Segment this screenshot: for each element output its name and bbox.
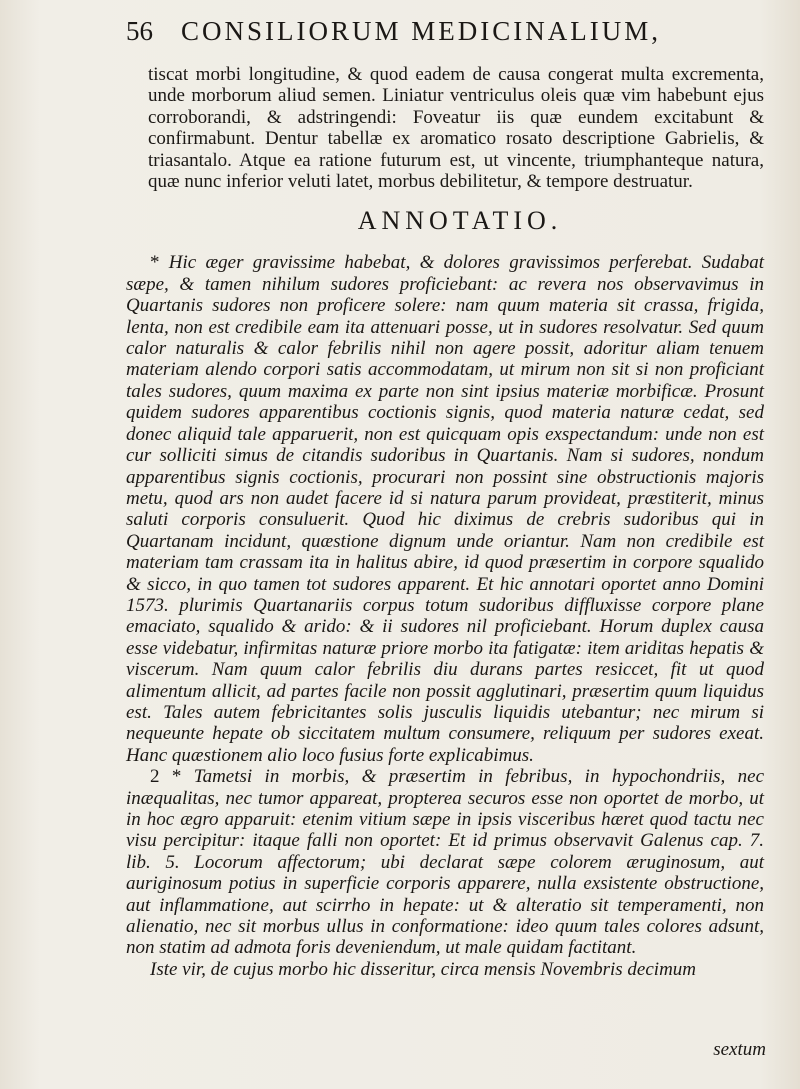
annotation-2 [126,766,764,959]
running-head [126,16,764,64]
annotation-1 [126,252,764,766]
annotation-1-mark: * [150,252,160,274]
annotation-3 [126,959,764,980]
catchword: sextum [713,1039,766,1060]
annotation-1-text: Hic æger gravissime habebat, & dolores gravissimos perferebat. Sudabat sæpe, & tamen nihilum sudores proficiebant: ac revera nos observavimus in Quartanis sudores non proficere solere: nam quum materia sit crassa, frigida, lenta, non est credibile eam ita attenuari posse, ut in sudores resolvatur. Sed quum calor naturalis & calor febrilis nihil non agere possit, adoritur aliam tenuem materiam alendo corpori satis accommodatam, ut mirum non sit si non proficiant tales sudores, quum maxima ex parte non sint ipsius materiæ morbificæ. Prosunt quidem sudores apparentibus coctionis signis, quod materia naturæ cedat, sed donec aliquid tale apparuerit, non est quicquam opis exspectandum: unde non est cur solliciti simus de citandis sudoribus in Quartanis. Nam si sudores, nondum apparentibus signis coctionis, procurari non possint sine obstructionis majoris metu, quod ars non audet facere id si natura parum provideat, præstiterit, minus saluti corporis consuluerit. Quod hic diximus de crebris sudoribus qui in Quartanam incidunt, quæstione dignum unde oriantur. Nam non credibile est materiam tam crassam ita in halitus abire, id quod præsertim in corpore squalido & sicco, in quo tamen tot sudores apparent. Et hic annotari oportet anno Domini 1573. plurimis Quartanariis corpus totum sudoribus diffluxisse corpore plane emaciato, squalido & arido: & ii sudores nil proficiebant. Horum duplex causa esse videbatur, infirmitas naturæ priore morbo ita fatigatæ: item ariditas hepatis & viscerum. Nam quum calor febrilis diu durans partes resiccet, fit ut quod alimentum allicit, ad partes facile non possit agglutinari, præsertim quum liquidus est. Tales autem febricitantes solis jusculis liquidis utebantur; nec mirum si nequeunte hepate ob siccitatem multum consumere, reliquum per sudores exeat. Hanc quæstionem alio loco fusius forte explicabimus. [126,252,765,766]
intro-paragraph: tiscat morbi longitudine, & quod eadem de causa congerat multa excrementa, unde morborum aliud semen. Liniatur ventriculus oleis quæ vim habebunt ejus corroborandi, & adstringendi: Foveatur iis quæ eundem excitabunt & confirmabunt. Dentur tabellæ ex aromatico rosato descriptione Gabrielis, & triasantalo. Atque ea ratione futurum est, ut vincente, triumphanteque natura, quæ nunc inferior veluti latet, morbus debilitetur, & tempore destruatur. [148,64,764,193]
running-title: CONSILIORUM MEDICINALIUM, [181,16,661,46]
page-number: 56 [126,16,153,46]
annotation-3-text: Iste vir, de cujus morbo hic disseritur, circa mensis Novembris decimum [150,958,697,980]
section-heading: ANNOTATIO. [357,206,563,236]
annotation-2-text: Tametsi in morbis, & præsertim in febribus, in hypochondriis, nec inæqualitas, nec tumor appareat, propterea securos esse non oportet de morbo, ut in hoc ægro apparuit: etenim vitium sæpe in ipsis visceribus hæret quod tactu nec visu percipitur: itaque falli non oportet: Et id primus observavit Galenus cap. 7. lib. 5. Locorum affectorum; ubi declarat sæpe colorem æruginosum, aut auriginosum potius in superficie corporis apparere, nulla exsistente obstructione, aut inflammatione, aut scirrho in hepate: ut & alteratio sit temperamenti, non alienatio, nec sit morbus ullus in conformatione: ideo quum tales colores adsunt, non statim ad admota foris deveniendum, ut male quidam factitant. [126,766,765,959]
annotation-2-mark: 2 * [150,766,182,788]
